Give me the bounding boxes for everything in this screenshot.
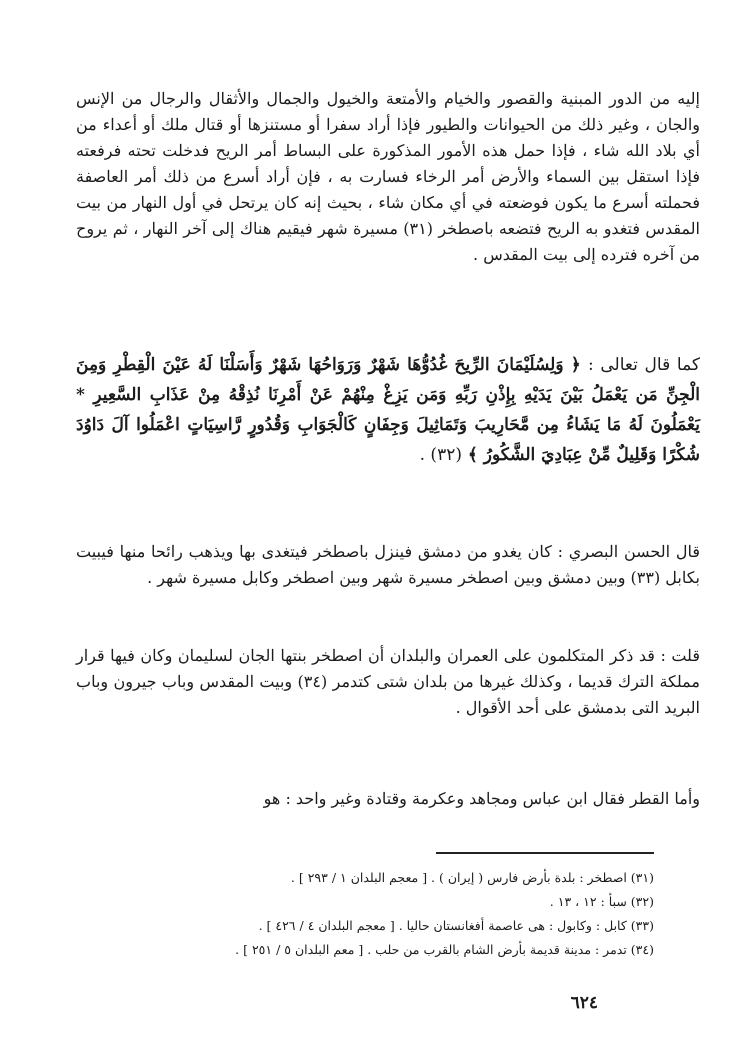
paragraph-hasan-basri: قال الحسن البصري : كان يغدو من دمشق فينزل باصطخر فيتغدى بها ويذهب رائحا منها فيبيت بكابل (٣٣) وبين دمشق وبين اصطخر مسيرة شهر وبين اصطخر وكابل مسيرة شهر . <box>76 542 700 587</box>
quran-lead-in: كما قال تعالى : <box>587 355 701 375</box>
footnote-34: (٣٤) تدمر : مدينة قديمة بأرض الشام بالقرب من حلب . [ معم البلدان ٥ / ٢٥١ ] . <box>235 942 654 957</box>
footnotes <box>76 866 654 962</box>
footnote-33: (٣٣) كابل : وكابول : هى عاصمة أفغانستان حاليا . [ معجم البلدان ٤ / ٤٢٦ ] . <box>258 918 654 933</box>
footnote-32: (٣٢) سبأ : ١٢ ، ١٣ . <box>549 894 654 909</box>
paragraph-solomon-wind: إليه من الدور المبنية والقصور والخيام والأمتعة والخيول والجمال والأثقال والرجال من الإنس والجان ، وغير ذلك من الحيوانات والطيور فإذا أراد سفرا أو مستنزها أو قتال ملك أو أعداء من أي بلاد الله شاء ، فإذا حمل هذه الأمور المذكورة على البساط أمر الريح فدخلت تحته فرفعته فإذا استقل بين السماء والأرض أمر الرخاء فسارت به ، فإن أراد أسرع من ذلك أمر العاصفة فحملته أسرع ما يكون فوضعته في أي مكان شاء ، بحيث إنه كان يرتحل في أول النهار من بيت المقدس فتغدو به الريح فتضعه باصطخر (٣١) مسيرة شهر فيقيم هناك إلى آخر النهار ، ثم يروح من آخره فترده إلى بيت المقدس . <box>76 89 700 264</box>
quran-verse: ﴿ وَلِسُلَيْمَانَ الرِّيحَ غُدُوُّهَا شَهْرٌ وَرَوَاحُهَا شَهْرٌ وَأَسَلْنَا لَهُ عَيْنَ الْقِطْرِ وَمِنَ الْجِنِّ مَن يَعْمَلُ بَيْنَ يَدَيْهِ بِإِذْنِ رَبِّهِ وَمَن يَزِغْ مِنْهُمْ عَنْ أَمْرِنَا نُذِقْهُ مِنْ عَذَابِ السَّعِيرِ * يَعْمَلُونَ لَهُ مَا يَشَاءُ مِن مَّحَارِيبَ وَتَمَاثِيلَ وَجِفَانٍ كَالْجَوَابِ وَقُدُورٍ رَّاسِيَاتٍ اعْمَلُوا آلَ دَاوُدَ شُكْرًا وَقَلِيلٌ مِّنْ عِبَادِيَ الشَّكُورُ ﴾ <box>76 355 700 465</box>
quran-footnote-ref: (٣٢) . <box>419 445 462 465</box>
paragraph-author-note: قلت : قد ذكر المتكلمون على العمران والبلدان أن اصطخر بنتها الجان لسليمان وكان فيها قرار مملكة الترك قديما ، وكذلك غيرها من بلدان شتى كتدمر (٣٤) وبيت المقدس وباب جيرون وباب البريد التى بدمشق على أحد الأقوال . <box>76 646 700 717</box>
page-number: ٦٢٤ <box>570 993 598 1013</box>
footnote-31: (٣١) اصطخر : بلدة بأرض فارس ( إيران ) . [ معجم البلدان ١ / ٢٩٣ ] . <box>290 870 654 885</box>
quran-quote-block <box>76 350 700 470</box>
footnote-divider <box>436 852 654 854</box>
paragraph-qitr: وأما القطر فقال ابن عباس ومجاهد وعكرمة وقتادة وغير واحد : هو <box>263 789 700 808</box>
